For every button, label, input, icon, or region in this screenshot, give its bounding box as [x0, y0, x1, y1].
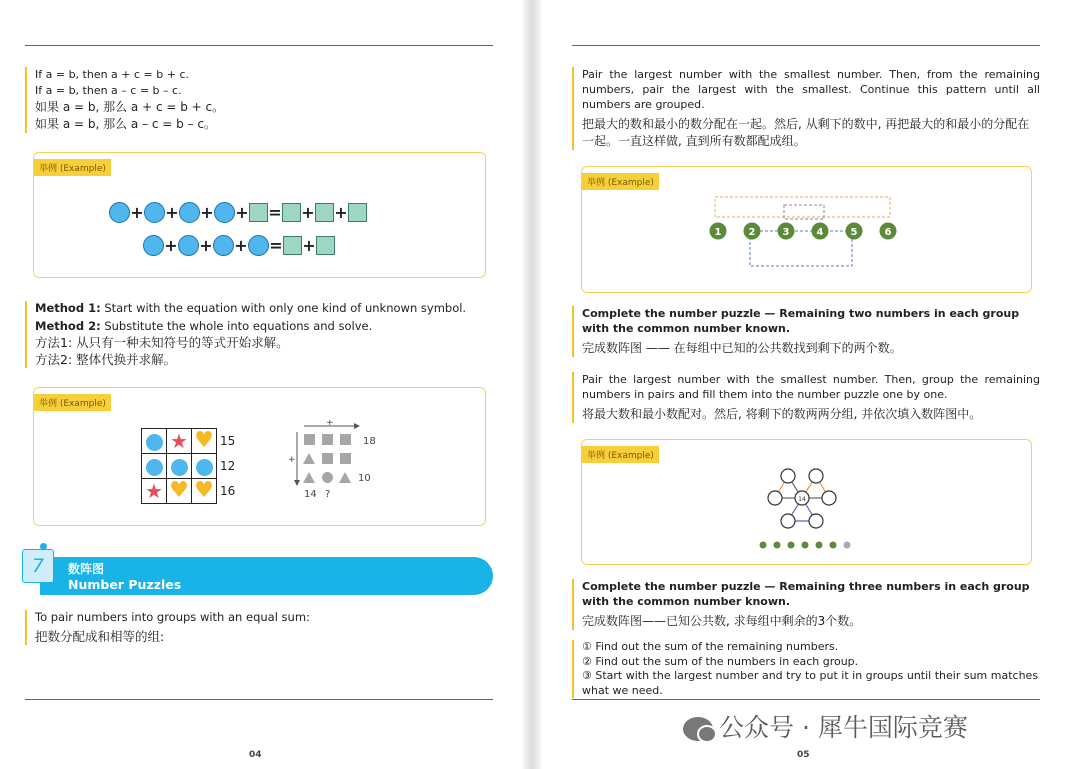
example-tag: 举例 (Example): [34, 394, 111, 411]
row-sum: 18: [363, 436, 376, 447]
step-1: ① Find out the sum of the remaining numbers.: [582, 640, 839, 653]
pair-fill-paragraph: [572, 372, 1040, 423]
circle-icon: [179, 202, 200, 223]
page-gutter: [523, 0, 541, 769]
pair-fill-zh: 将最大数和最小数配对。然后, 将剩下的数两两分组, 并依次填入数阵图中。: [582, 407, 982, 421]
circle-icon: [146, 434, 163, 451]
svg-text:1: 1: [714, 227, 722, 238]
watermark-text: 公众号 · 犀牛国际竞赛: [719, 713, 968, 742]
square-icon: [340, 434, 351, 445]
circle-icon: [248, 235, 269, 256]
shape-equation-1: + + + + = + +: [109, 202, 367, 223]
pair-intro: [25, 610, 485, 645]
footer-rule: [572, 699, 1040, 700]
center-value: 14: [798, 496, 806, 503]
triangle-icon: [303, 472, 315, 483]
small-number-node: [816, 542, 823, 549]
equality-rules: [25, 67, 475, 133]
empty-node: [809, 469, 823, 483]
step-3: ③ Start with the largest number and try to put it in groups until their sum matches what we need.: [582, 669, 1039, 697]
puzzle-two-zh: 完成数阵图 —— 在每组中已知的公共数找到剩下的两个数。: [582, 341, 902, 355]
example-tag: 举例 (Example): [582, 446, 659, 463]
shape-sum-grid: [284, 420, 384, 502]
puzzle-three-paragraph: [572, 579, 1040, 630]
puzzle-two-paragraph: [572, 306, 1040, 357]
heart-icon: ♥: [194, 428, 214, 453]
heart-icon: ♥: [169, 478, 189, 503]
footer-rule: [25, 699, 493, 700]
small-number-node: [830, 542, 837, 549]
empty-node: [768, 491, 782, 505]
section-number: 7: [22, 549, 54, 583]
triangle-icon: [303, 453, 315, 464]
unknown-sum: ?: [325, 489, 331, 500]
pair-fill-en: Pair the largest number with the smallest number. Then, group the remaining numbers in pairs and fill them into the number puzzle one by one.: [582, 373, 1040, 401]
rule-en-sub: If a = b, then a – c = b – c.: [35, 84, 182, 97]
svg-text:3: 3: [782, 227, 790, 238]
small-number-node: [844, 542, 851, 549]
circle-icon: [146, 459, 163, 476]
small-number-node: [802, 542, 809, 549]
rule-en-add: If a = b, then a + c = b + c.: [35, 68, 190, 81]
pairing-en: Pair the largest number with the smallest number. Then, from the remaining numbers, pair the largest with the smallest. Continue this pattern until all numbers are grouped.: [582, 68, 1040, 111]
square-icon: [322, 453, 333, 464]
empty-node: [822, 491, 836, 505]
square-icon: [283, 236, 302, 255]
square-icon: [322, 434, 333, 445]
header-rule: [25, 45, 493, 46]
circle-icon: [178, 235, 199, 256]
square-icon: [316, 236, 335, 255]
heart-icon: ♥: [194, 478, 214, 503]
pairing-diagram: [702, 191, 902, 271]
method-2: Method 2: Substitute the whole into equations and solve.: [35, 318, 373, 333]
watermark: [683, 708, 968, 744]
example-box-number-line: [581, 166, 1032, 293]
wechat-icon: [683, 717, 713, 741]
example-box-grids: [33, 387, 486, 526]
circle-icon: [171, 459, 188, 476]
row-sum: 15: [220, 434, 236, 448]
circle-icon: [322, 472, 333, 483]
row-sum: 12: [220, 459, 236, 473]
small-number-node: [774, 542, 781, 549]
rule-zh-add: 如果 a = b, 那么 a + c = b + c。: [35, 100, 225, 114]
small-number-node: [788, 542, 795, 549]
row-sum: 16: [220, 484, 236, 498]
pair-intro-en: To pair numbers into groups with an equal sum:: [35, 610, 310, 624]
square-icon: [304, 434, 315, 445]
side-sign: +: [288, 455, 296, 465]
example-tag: 举例 (Example): [582, 173, 659, 190]
methods: [25, 301, 485, 368]
square-icon: [282, 203, 301, 222]
star-icon: ★: [170, 428, 188, 453]
row-sum: 10: [358, 473, 371, 484]
puzzle-two-en: Complete the number puzzle — Remaining two numbers in each group with the common number known.: [582, 307, 1020, 335]
page-number: 04: [249, 750, 262, 760]
circle-icon: [213, 235, 234, 256]
symbol-grid: [141, 428, 251, 504]
steps-list: [572, 640, 1040, 698]
svg-text:2: 2: [748, 227, 756, 238]
pairing-paragraph: [572, 67, 1040, 150]
svg-text:5: 5: [850, 227, 858, 238]
square-icon: [315, 203, 334, 222]
square-icon: [348, 203, 367, 222]
right-page: [541, 0, 1065, 769]
header-rule: [572, 45, 1040, 46]
column-sum: 14: [304, 489, 317, 500]
puzzle-three-en: Complete the number puzzle — Remaining three numbers in each group with the common number known.: [582, 580, 1030, 608]
empty-node: [781, 514, 795, 528]
pairing-zh: 把最大的数和最小的数分配在一起。然后, 从剩下的数中, 再把最大的和最小的分配在一起。一直这样做, 直到所有数都配成组。: [582, 117, 1030, 148]
left-page: [0, 0, 523, 769]
pair-intro-zh: 把数分配成和相等的组:: [35, 628, 165, 644]
page-number: 05: [797, 750, 810, 760]
circle-icon: [143, 235, 164, 256]
star-icon: ★: [145, 478, 163, 503]
example-tag: 举例 (Example): [34, 159, 111, 176]
square-icon: [340, 453, 351, 464]
circle-icon: [109, 202, 130, 223]
svg-text:6: 6: [884, 227, 892, 238]
example-box-equations: [33, 152, 486, 278]
svg-text:4: 4: [816, 227, 824, 238]
empty-node: [809, 514, 823, 528]
example-box-triangle: [581, 439, 1032, 565]
method-2-zh: 方法2: 整体代换并求解。: [35, 352, 177, 367]
circle-icon: [196, 459, 213, 476]
section-title-en: Number Puzzles: [68, 577, 182, 592]
method-1-zh: 方法1: 从只有一种未知符号的等式开始求解。: [35, 335, 289, 350]
puzzle-three-zh: 完成数阵图——已知公共数, 求每组中剩余的3个数。: [582, 614, 862, 628]
rule-zh-sub: 如果 a = b, 那么 a – c = b – c。: [35, 117, 217, 131]
empty-node: [781, 469, 795, 483]
section-title-zh: 数阵图: [68, 562, 105, 576]
shape-equation-2: + + + = +: [143, 235, 335, 256]
square-icon: [249, 203, 268, 222]
circle-icon: [144, 202, 165, 223]
section-banner: [40, 557, 493, 595]
method-1: Method 1: Start with the equation with only one kind of unknown symbol.: [35, 301, 467, 315]
triangle-icon: [339, 472, 351, 483]
small-number-node: [760, 542, 767, 549]
circle-icon: [214, 202, 235, 223]
step-2: ② Find out the sum of the numbers in each group.: [582, 654, 859, 668]
triangle-puzzle: [752, 464, 872, 554]
top-sign: +: [326, 420, 334, 428]
